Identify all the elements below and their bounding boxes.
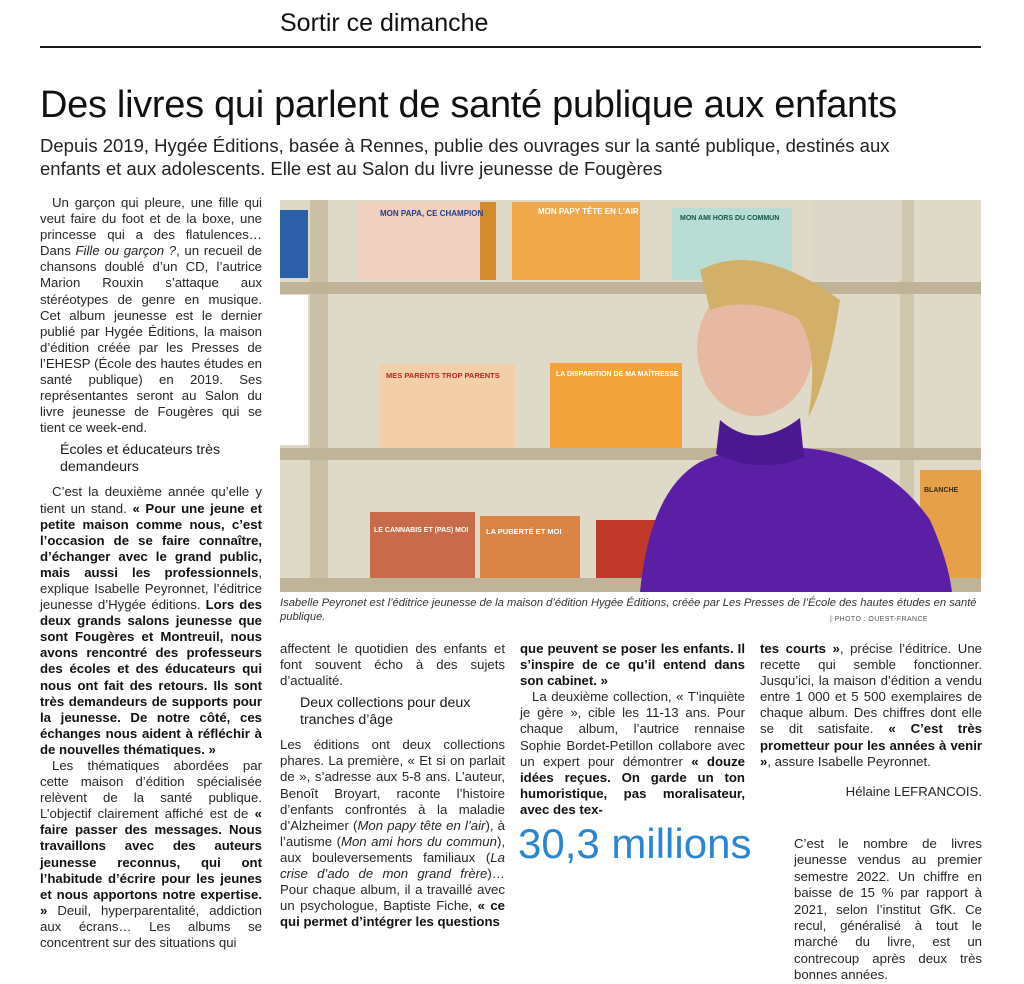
book-title: LE CANNABIS ET (PAS) MOI [374, 527, 469, 534]
article-column-1 [40, 195, 262, 951]
paragraph: affectent le quotidien des enfants et font souvent écho à des sujets d’actualité. [280, 641, 505, 689]
article-column-4 [760, 641, 982, 800]
paragraph: que peuvent se poser les enfants. Il s’inspire de ce qu’il entend dans son cabinet. » [520, 641, 745, 689]
article-column-2 [280, 641, 505, 930]
article-column-3 [520, 641, 745, 818]
book-title: BLANCHE [924, 487, 959, 494]
paragraph: Les thématiques abordées par cette maison d’édition spécialisée relèvent de la santé publique. L’objectif clairement affiché est de « faire passer des messages. Nous travaillons avec des auteurs jeunesse reconnus, qui ont l’habitude d’écrire pour les jeunes et nous apportons notre expertise. » Deuil, hyperparentalité, addiction aux écrans… Les albums se concentrent sur des situations qui [40, 758, 262, 951]
article-photo [280, 200, 981, 592]
photo-credit: | PHOTO : OUEST-FRANCE [830, 616, 928, 623]
photo-illustration [280, 200, 981, 592]
book-title: MES PARENTS TROP PARENTS [386, 371, 500, 380]
standfirst: Depuis 2019, Hygée Éditions, basée à Rennes, publie des ouvrages sur la santé publique, destinés aux enfants et aux adolescents. Elle est au Salon du livre jeunesse de Fougères [40, 135, 890, 179]
header-rule [40, 46, 981, 48]
headline: Des livres qui parlent de santé publique aux enfants [40, 84, 897, 126]
book-title: LA DISPARITION DE MA MAÎTRESSE [556, 371, 679, 378]
key-figure-text: C’est le nombre de livres jeunesse vendus au premier semestre 2022. Un chiffre en baisse de 15 % par rapport à 2021, selon l’institut GfK. Ce recul, généralisé à tout le marché du livre, est un contrecoup après deux très bonnes années. [794, 836, 982, 983]
book-title: MON PAPA, CE CHAMPION [380, 209, 484, 218]
book-title: LA PUBERTÉ ET MOI [486, 527, 562, 536]
photo-caption: Isabelle Peyronet est l’éditrice jeunesse de la maison d’édition Hygée Éditions, créée par Les Presses de l’École des hautes études en santé publique. [280, 597, 977, 623]
book-title: MON AMI HORS DU COMMUN [680, 215, 780, 222]
paragraph: tes courts », précise l’éditrice. Une recette qui semble fonctionner. Jusqu’ici, la maison d’édition a vendu entre 1 000 et 5 500 exemplaires de chaque album. Des chiffres dont elle se dit satisfaite. « C’est très prometteur pour les années à venir », assure Isabelle Peyronnet. [760, 641, 982, 769]
author-signature: Hélaine LEFRANCOIS. [845, 783, 982, 799]
paragraph: C’est la deuxième année qu’elle y tient un stand. « Pour une jeune et petite maison comme nous, c’est l’occasion de se faire connaître, d’échanger avec le grand public, mais aussi les professionnels, explique Isabelle Peyronnet, l’éditrice jeunesse d’Hygée éditions. Lors des deux grands salons jeunesse que sont Fougères et Montreuil, nous avons rencontré des professeurs des écoles et des éducateurs qui nous ont fait des retours. Ils sont très demandeurs de supports pour la jeunesse. De notre côté, ces échanges nous aident à réfléchir à de nouvelles thématiques. » [40, 484, 262, 757]
paragraph: Un garçon qui pleure, une fille qui veut faire du foot et de la boxe, une princesse qui a des flatulences… Dans Fille ou garçon ?, un recueil de chansons doublé d’un CD, l’autrice Marion Rouxin s’attaque aux stéréotypes de genre en musique. Cet album jeunesse est le dernier publié par Hygée Éditions, la maison d’édition créée par les Presses de l’EHESP (École des hautes études en santé publique) en 2019. Ses représentantes seront au Salon du livre jeunesse de Fougères qui se tient ce week-end. [40, 195, 263, 436]
section-title: Sortir ce dimanche [280, 9, 489, 37]
key-figure: 30,3 millions [518, 820, 752, 867]
book-title: MON PAPY TÊTE EN L’AIR [538, 207, 639, 216]
subheading: Deux collections pour deux tranches d’âge [300, 695, 471, 729]
subheading: Écoles et éducateurs très demandeurs [60, 442, 221, 476]
paragraph: Les éditions ont deux collections phares. La première, « Et si on parlait de », s’adresse aux 5-8 ans. L’auteur, Benoît Broyart, raconte l’histoire d’enfants confrontés à la maladie d’Alzheimer (Mon papy tête en l’air), à l’autisme (Mon ami hors du commun), aux bouleversements familiaux (La crise d’ado de mon grand frère)… Pour chaque album, il a travaillé avec un psychologue, Baptiste Fiche, « ce qui permet d’intégrer les questions [280, 737, 506, 930]
paragraph: La deuxième collection, « T’inquiète je gère », cible les 11-13 ans. Pour chaque album, l’autrice rennaise Sophie Bordet-Petillon collabore avec un expert pour démontrer « douze idées reçues. On garde un ton humoristique, pas moralisateur, avec des tex- [520, 689, 745, 817]
